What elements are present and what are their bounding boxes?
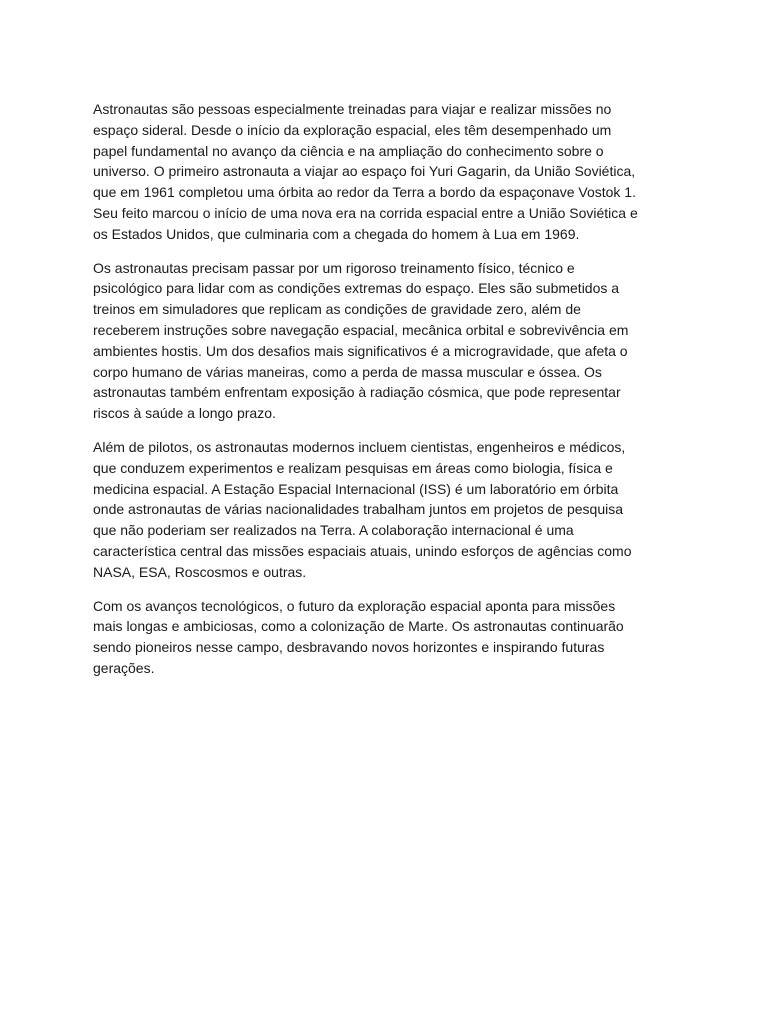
paragraph-1: Astronautas são pessoas especialmente treinadas para viajar e realizar missões no espaço sideral. Desde o início da exploração espacial, eles têm desempenhado um papel fundamental no avanço da ciência e na ampliação do conhecimento sobre o universo. O primeiro astronauta a viajar ao espaço foi Yuri Gagarin, da União Soviética, que em 1961 completou uma órbita ao redor da Terra a bordo da espaçonave Vostok 1. Seu feito marcou o início de uma nova era na corrida espacial entre a União Soviética e os Estados Unidos, que culminaria com a chegada do homem à Lua em 1969. [93, 101, 638, 242]
paragraph-3: Além de pilotos, os astronautas modernos incluem cientistas, engenheiros e médicos, que conduzem experimentos e realizam pesquisas em áreas como biologia, física e medicina espacial. A Estação Espacial Internacional (ISS) é um laboratório em órbita onde astronautas de várias nacionalidades trabalham juntos em projetos de pesquisa que não poderiam ser realizados na Terra. A colaboração internacional é uma característica central das missões espaciais atuais, unindo esforços de agências como NASA, ESA, Roscosmos e outras. [93, 438, 632, 580]
document-body [93, 99, 688, 692]
paragraph-4: Com os avanços tecnológicos, o futuro da exploração espacial aponta para missões mais longas e ambiciosas, como a colonização de Marte. Os astronautas continuarão sendo pioneiros nesse campo, desbravando novos horizontes e inspirando futuras gerações. [93, 597, 624, 676]
paragraph-2: Os astronautas precisam passar por um rigoroso treinamento físico, técnico e psicológico para lidar com as condições extremas do espaço. Eles são submetidos a treinos em simuladores que replicam as condições de gravidade zero, além de receberem instruções sobre navegação espacial, mecânica orbital e sobrevivência em ambientes hostis. Um dos desafios mais significativos é a microgravidade, que afeta o corpo humano de várias maneiras, como a perda de massa muscular e óssea. Os astronautas também enfrentam exposição à radiação cósmica, que pode representar riscos à saúde a longo prazo. [93, 259, 629, 422]
